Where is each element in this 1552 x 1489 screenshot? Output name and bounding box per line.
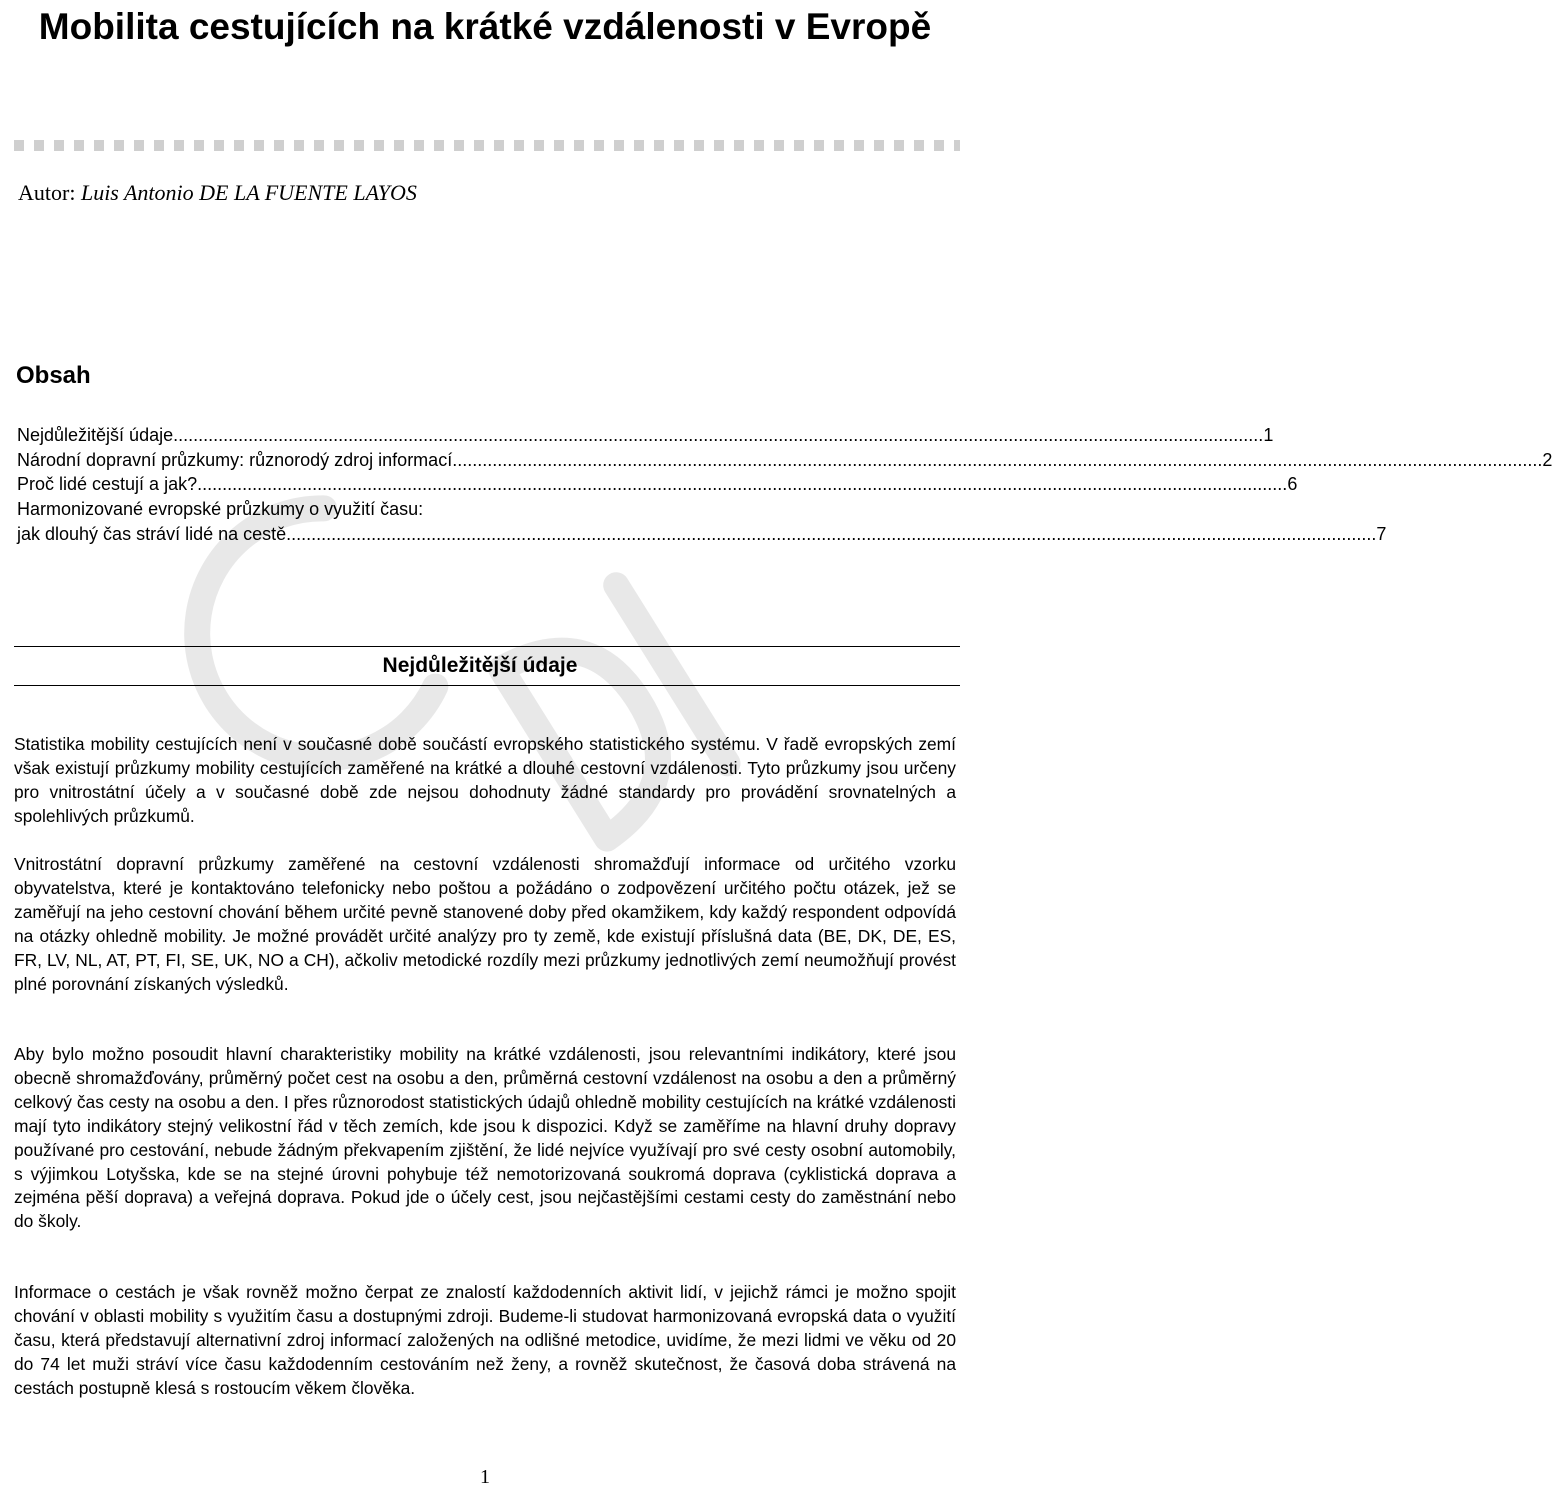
author-name: Luis Antonio DE LA FUENTE LAYOS: [80, 180, 417, 205]
paragraph-text: Vnitrostátní dopravní průzkumy zaměřené na cestovní vzdálenosti shromažďují informace od určitého vzorku obyvatelstva, které je kontaktováno telefonicky nebo poštou a požádáno o zodpovězení určitého počtu otázek, jež se zaměřují na jeho cestovní chování během určité pevně stanovené doby před okamžikem, kdy každý respondent odpovídá na otázky ohledně mobility. Je možné provádět určité analýzy pro ty země, kde existují příslušná data (BE, DK, DE, ES, FR, LV, NL, AT, PT, FI, SE, UK, NO a CH), ačkoliv metodické rozdíly mezi průzkumy jednotlivých zemí neumožňují provést plné porovnání získaných výsledků.: [14, 854, 956, 994]
paragraph-text: Informace o cestách je však rovněž možno čerpat ze znalostí každodenních aktivit lidí, v jejichž rámci je možno spojit chování v oblasti mobility s využitím času a dostupnými zdroji. Budeme-li studovat harmonizovaná evropská data o využití času, která představují alternativní zdroj informací založených na odlišné metodice, uvidíme, že mezi lidmi ve věku od 20 do 74 let muži stráví více času každodenním cestováním než ženy, a rovněž skutečnost, že časová doba strávená na cestách postupně klesá s rostoucím věkem člověka.: [14, 1282, 956, 1398]
paragraph-text: Aby bylo možno posoudit hlavní charakteristiky mobility na krátké vzdálenosti, jsou relevantními indikátory, které jsou obecně shromažďovány, průměrný počet cest na osobu a den, průměrná cestovní vzdálenost na osobu a den a průměrný celkový čas cesty na osobu a den. I přes různorodost statistických údajů ohledně mobility cestujících na krátké vzdálenosti mají tyto indikátory stejný velikostní řád v těch zemích, kde jsou k dispozici. Když se zaměříme na hlavní druhy dopravy používané pro cestování, nebude žádným překvapením zjištění, že lidé nejvíce využívají pro své cesty osobní automobily, s výjimkou Lotyšska, kde se na stejné úrovni pohybuje též nemotorizovaná soukromá doprava (cyklistická doprava a zejména pěší doprava) a veřejná doprava. Pokud jde o účely cest, jsou nejčastějšími cestami cesty do zaměstnání nebo do školy.: [14, 1044, 956, 1232]
paragraph-text: Statistika mobility cestujících není v současné době součástí evropského statistického systému. V řadě evropských zemí však existují průzkumy mobility cestujících zaměřené na krátké a dlouhé cestovní vzdálenosti. Tyto průzkumy jsou určeny pro vnitrostátní účely a v současné době zde nejsou dohodnuty žádné standardy pro provádění srovnatelných a spolehlivých průzkumů.: [14, 734, 956, 826]
toc-entry-label: Nejdůležitější údaje: [17, 425, 174, 445]
toc-leader-dots: ..........................................................................................................................................................................................................................: [173, 425, 1264, 445]
author-line: [18, 180, 417, 206]
toc-heading: Obsah: [16, 362, 91, 389]
paragraph: [14, 733, 956, 829]
document-title: Mobilita cestujících na krátké vzdálenosti v Evropě: [38, 6, 932, 47]
section-heading: Nejdůležitější údaje: [382, 654, 578, 677]
section-rule-top: [14, 646, 960, 647]
paragraph: [14, 1043, 956, 1234]
toc-entry-page: 1: [1263, 425, 1274, 445]
toc-entry[interactable]: [17, 423, 1274, 448]
section-rule-bottom: [14, 685, 960, 686]
toc-entry-page: 7: [1376, 523, 1387, 544]
toc-entry[interactable]: [17, 472, 1298, 497]
toc-entry-label: jak dlouhý čas stráví lidé na cestě: [17, 523, 287, 544]
toc-leader-dots: ..........................................................................................................................................................................................................................: [197, 474, 1288, 495]
page-number: 1: [480, 1466, 490, 1488]
toc-entry-page: 6: [1287, 474, 1298, 495]
decorative-dotted-divider: [14, 140, 960, 151]
toc-entry-label: Proč lidé cestují a jak?: [17, 474, 198, 495]
toc-entry-page: 2: [1542, 449, 1552, 470]
toc-leader-dots: ..........................................................................................................................................................................................................................: [286, 523, 1377, 544]
table-of-contents: [17, 423, 1552, 547]
paragraph: [14, 853, 956, 996]
toc-leader-dots: ..........................................................................................................................................................................................................................: [452, 449, 1543, 470]
toc-entry-multiline[interactable]: [17, 497, 1387, 546]
toc-entry[interactable]: [17, 448, 1552, 473]
toc-entry-label-line1: Harmonizované evropské průzkumy o využití času:: [17, 499, 424, 520]
author-label: Autor:: [18, 180, 76, 205]
toc-entry-label: Národní dopravní průzkumy: různorodý zdroj informací: [17, 449, 453, 470]
paragraph: [14, 1281, 956, 1401]
